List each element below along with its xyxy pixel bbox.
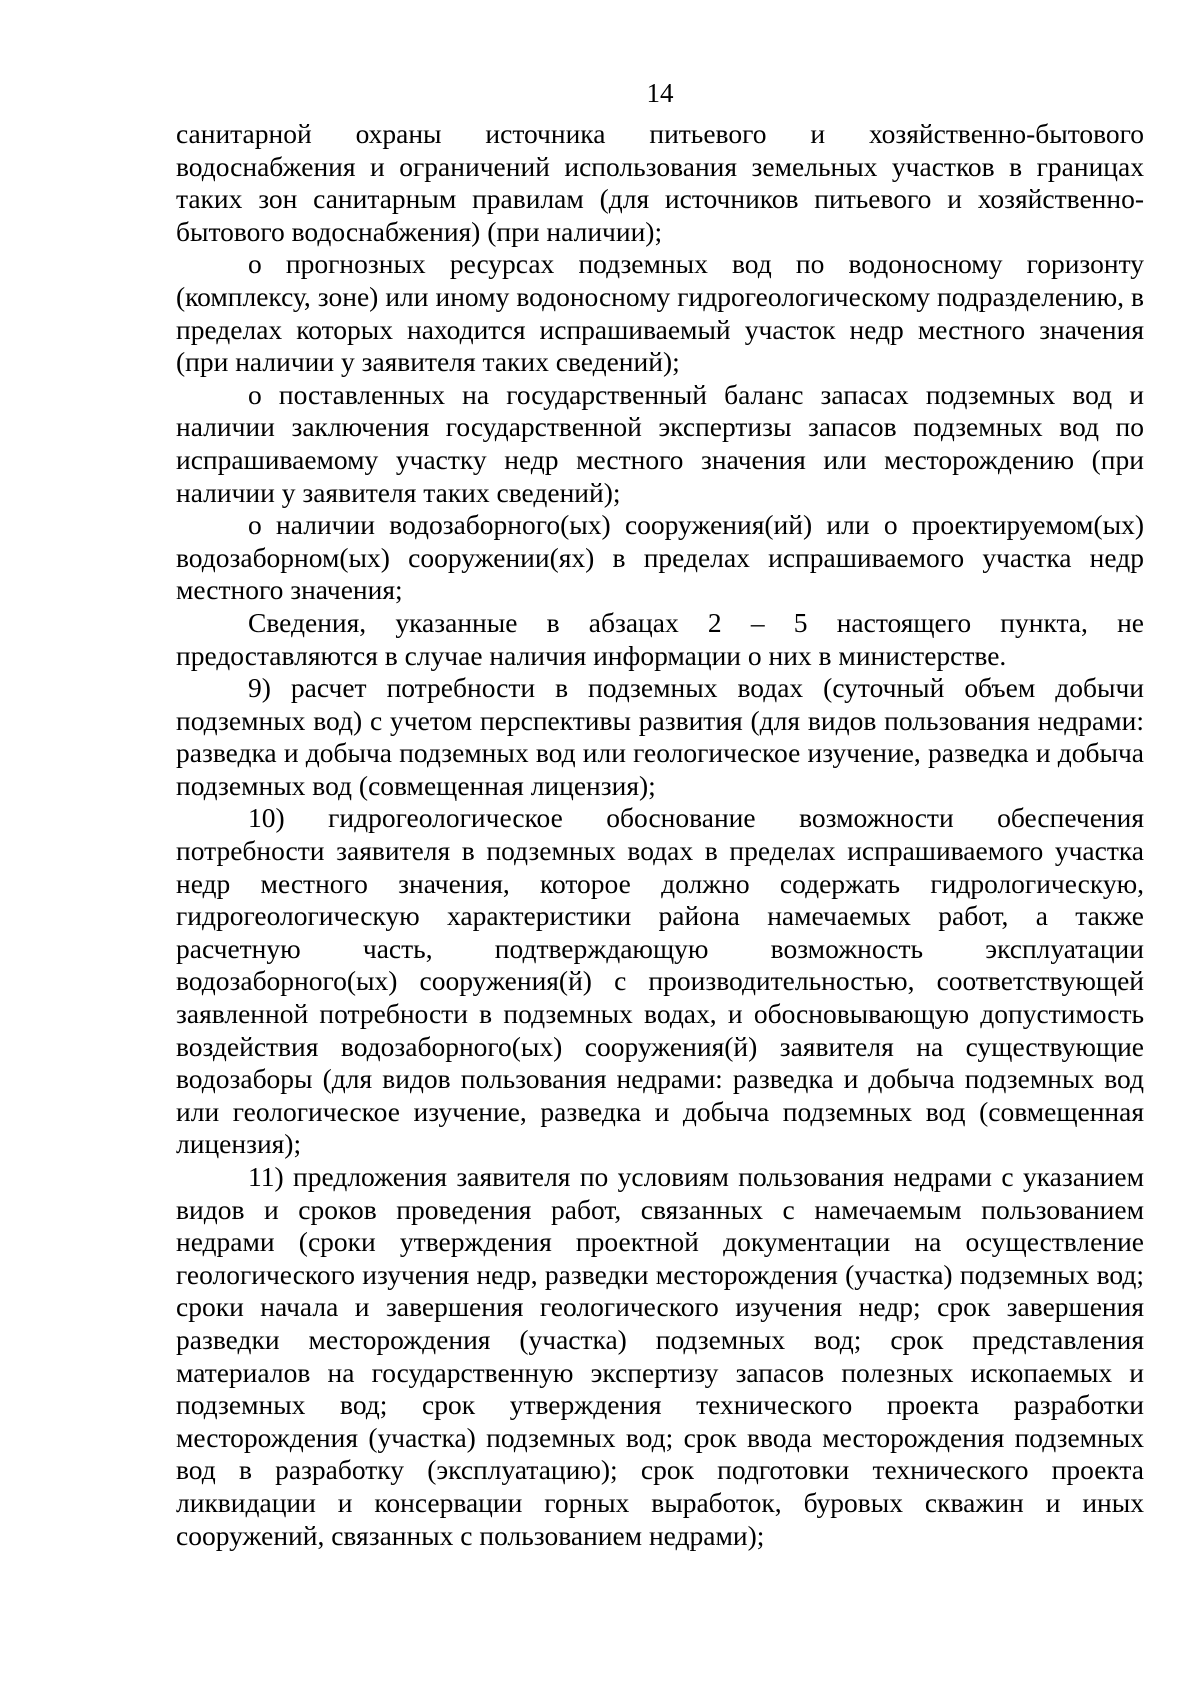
paragraph-information-note: Сведения, указанные в абзацах 2 – 5 настоящего пункта, не предоставляются в случае наличия информации о них в министерстве. <box>176 606 1144 671</box>
page-number: 14 <box>646 78 674 108</box>
paragraph-item-9: 9) расчет потребности в подземных водах (суточный объем добычи подземных вод) с учетом перспективы развития (для видов пользования недрами: разведка и добыча подземных вод или геологическое изучение, разведка и добыча подземных вод (совмещенная лицензия); <box>176 672 1144 801</box>
paragraph-forecast-resources: о прогнозных ресурсах подземных вод по водоносному горизонту (комплексу, зоне) или иному водоносному гидрогеологическому подразделению, в пределах которых находится испрашиваемый участок недр местного значения (при наличии у заявителя таких сведений); <box>176 248 1144 378</box>
document-body <box>176 118 1144 1552</box>
paragraph-state-balance: о поставленных на государственный баланс запасах подземных вод и наличии заключения государственной экспертизы запасов подземных вод по испрашиваемому участку недр местного значения или месторождению (при наличии у заявителя таких сведений); <box>176 378 1144 508</box>
paragraph-continuation: санитарной охраны источника питьевого и хозяйственно-бытового водоснабжения и ограничений использования земельных участков в границах таких зон санитарным правилам (для источников питьевого и хозяйственно-бытового водоснабжения) (при наличии); <box>176 118 1144 247</box>
paragraph-water-intake: о наличии водозаборного(ых) сооружения(ий) или о проектируемом(ых) водозаборном(ых) сооружении(ях) в пределах испрашиваемого участка недр местного значения; <box>176 509 1144 606</box>
paragraph-item-10: 10) гидрогеологическое обоснование возможности обеспечения потребности заявителя в подземных водах в пределах испрашиваемого участка недр местного значения, которое должно содержать гидрологическую, гидрогеологическую характеристики района намечаемых работ, а также расчетную часть, подтверждающую возможность эксплуатации водозаборного(ых) сооружения(й) с производительностью, соответствующей заявленной потребности в подземных водах, и обосновывающую допустимость воздействия водозаборного(ых) сооружения(й) заявителя на существующие водозаборы (для видов пользования недрами: разведка и добыча подземных вод или геологическое изучение, разведка и добыча подземных вод (совмещенная лицензия); <box>176 802 1144 1160</box>
paragraph-item-11: 11) предложения заявителя по условиям пользования недрами с указанием видов и сроков проведения работ, связанных с намечаемым пользованием недрами (сроки утверждения проектной документации на осуществление геологического изучения недр, разведки месторождения (участка) подземных вод; сроки начала и завершения геологического изучения недр; срок завершения разведки месторождения (участка) подземных вод; срок представления материалов на государственную экспертизу запасов полезных ископаемых и подземных вод; срок утверждения технического проекта разработки месторождения (участка) подземных вод; срок ввода месторождения подземных вод в разработку (эксплуатацию); срок подготовки технического проекта ликвидации и консервации горных выработок, буровых скважин и иных сооружений, связанных с пользованием недрами); <box>176 1161 1144 1551</box>
